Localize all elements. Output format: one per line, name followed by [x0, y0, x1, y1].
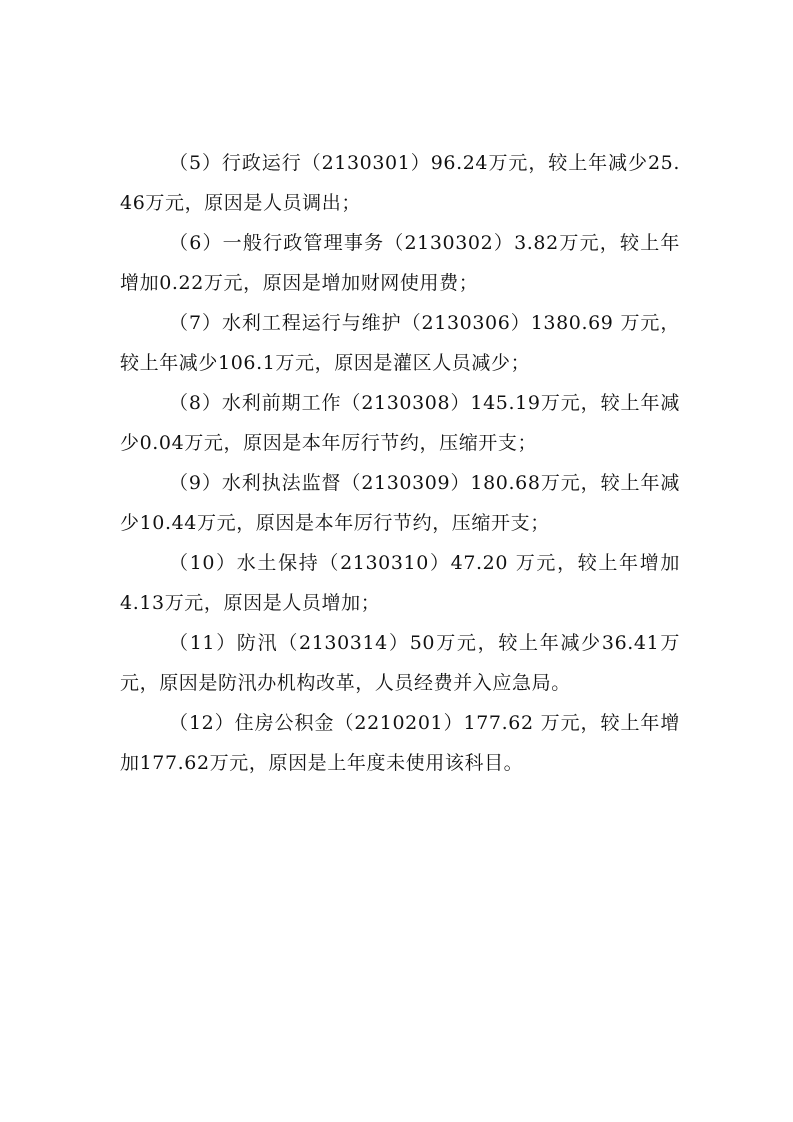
expenditure-item-7: （7）水利工程运行与维护（2130306）1380.69 万元，较上年减少106.1万元，原因是灌区人员减少；	[120, 312, 680, 374]
expenditure-item-11: （11）防汛（2130314）50万元，较上年减少36.41万元，原因是防汛办机构改革，人员经费并入应急局。	[120, 632, 680, 694]
expenditure-item-12: （12）住房公积金（2210201）177.62 万元，较上年增加177.62万元，原因是上年度未使用该科目。	[120, 712, 680, 774]
expenditure-item-9: （9）水利执法监督（2130309）180.68万元，较上年减少10.44万元，原因是本年厉行节约，压缩开支；	[120, 472, 680, 534]
expenditure-item-5: （5）行政运行（2130301）96.24万元，较上年减少25.46万元，原因是人员调出；	[120, 152, 680, 214]
expenditure-item-6: （6）一般行政管理事务（2130302）3.82万元，较上年增加0.22万元，原因是增加财网使用费；	[120, 232, 680, 294]
document-body	[120, 143, 680, 783]
expenditure-item-10: （10）水土保持（2130310）47.20 万元，较上年增加4.13万元，原因是人员增加；	[120, 552, 680, 614]
expenditure-item-8: （8）水利前期工作（2130308）145.19万元，较上年减少0.04万元，原因是本年厉行节约，压缩开支；	[120, 392, 680, 454]
